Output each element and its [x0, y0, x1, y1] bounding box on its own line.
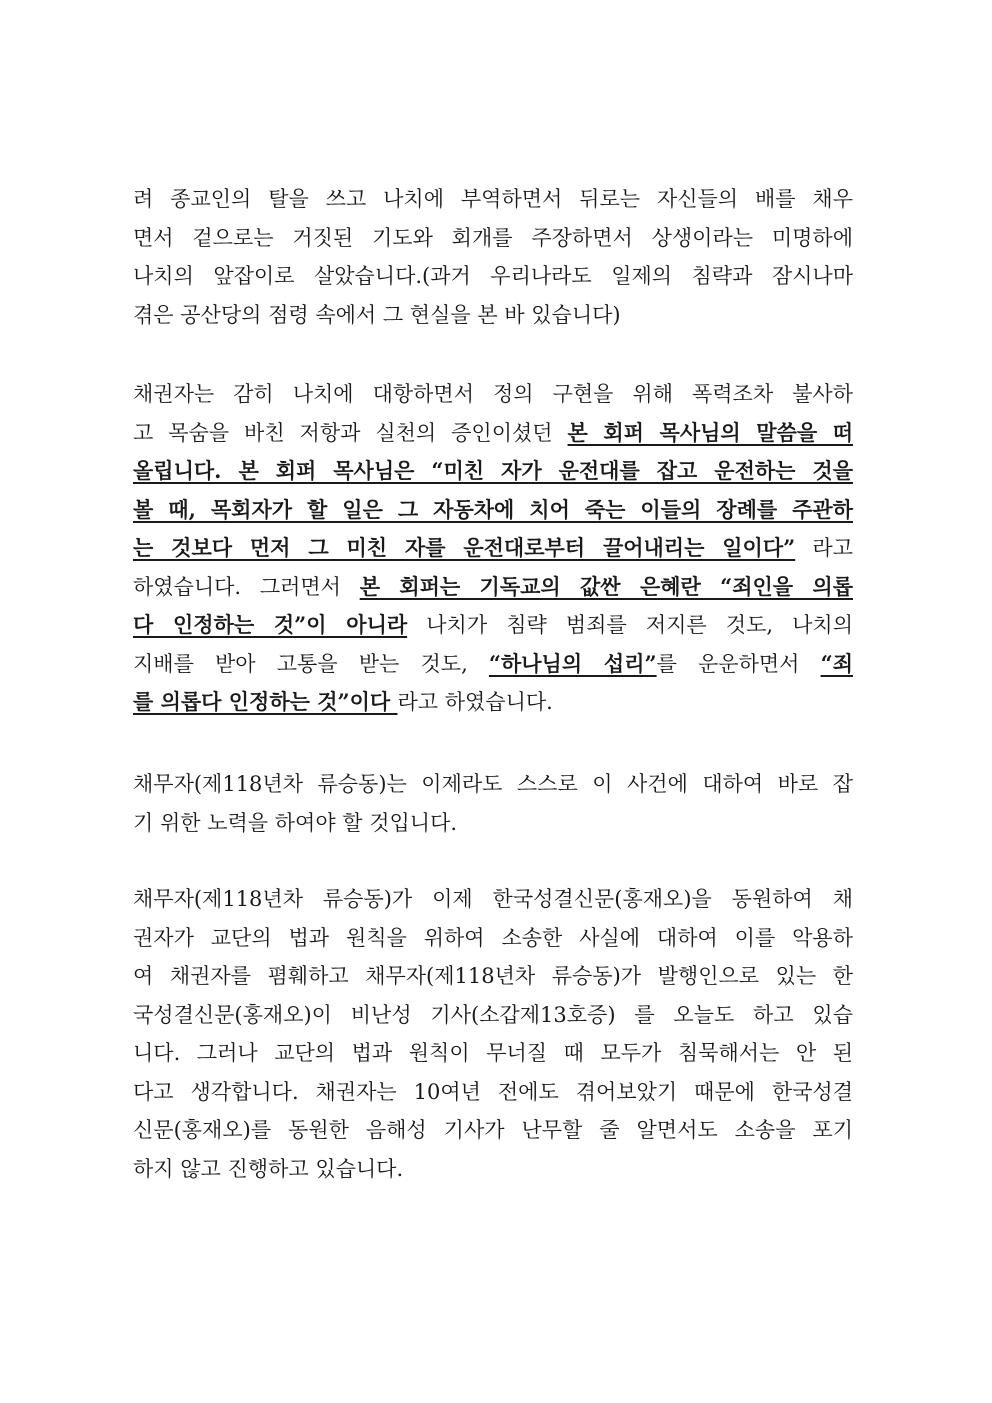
- emphasized-text: 다 인정하는 것”이 아니라: [133, 612, 408, 637]
- text-line: [133, 804, 853, 842]
- body-text: 채무자(제118년차 류승동)가 이제 한국성결신문(홍재오)을 동원하여 채: [133, 887, 853, 911]
- body-text: 여 채권자를 폄훼하고 채무자(제118년차 류승동)가 발행인으로 있는 한: [133, 964, 853, 988]
- text-line: [133, 606, 853, 644]
- body-text: 하지 않고 진행하고 있습니다.: [133, 1156, 404, 1181]
- body-text: 겪은 공산당의 점령 속에서 그 현실을 본 바 있습니다): [133, 302, 621, 327]
- body-text: 신문(홍재오)를 동원한 음해성 기사가 난무할 줄 알면서도 소송을 포기: [133, 1118, 853, 1142]
- body-text: 라고: [795, 536, 853, 560]
- emphasized-text: 본 회퍼는 기독교의 값싼 은혜란 “죄인을 의롭: [359, 573, 854, 599]
- emphasized-text: 는 것보다 먼저 그 미친 자를 운전대로부터 끌어내리는 일이다”: [133, 535, 796, 560]
- text-line: [133, 996, 853, 1034]
- text-line: [133, 491, 853, 529]
- body-text: 기 위한 노력을 하여야 할 것입니다.: [133, 810, 458, 835]
- text-line: [133, 375, 853, 413]
- body-text: 채무자(제118년차 류승동)는 이제라도 스스로 이 사건에 대하여 바로 잡: [133, 772, 853, 796]
- text-line: [133, 765, 853, 803]
- text-line: [133, 1073, 853, 1111]
- emphasized-text: 볼 때, 목회자가 할 일은 그 자동차에 치어 죽는 이들의 장례를 주관하: [133, 496, 853, 522]
- text-line: [133, 1111, 853, 1149]
- body-text: 를 운운하면서: [656, 651, 821, 676]
- text-line: [133, 880, 853, 918]
- body-text: 려 종교인의 탈을 쓰고 나치에 부역하면서 뒤로는 자신들의 배를 채우: [133, 187, 853, 211]
- text-line: [133, 529, 853, 567]
- text-line: [133, 683, 853, 721]
- text-line: [133, 568, 853, 606]
- body-text: 권자가 교단의 법과 원칙을 위하여 소송한 사실에 대하여 이를 악용하: [133, 925, 853, 950]
- body-text: 하였습니다. 그러면서: [133, 574, 360, 599]
- body-text: 국성결신문(홍재오)이 비난성 기사(소갑제13호증) 를 오늘도 하고 있습: [133, 1002, 853, 1027]
- text-line: [133, 257, 853, 295]
- text-line: [133, 957, 853, 995]
- body-text: 면서 겉으로는 거짓된 기도와 회개를 주장하면서 상생이라는 미명하에: [133, 225, 853, 250]
- emphasized-text: 본 회퍼 목사님의 말씀을 떠: [567, 419, 853, 445]
- text-line: [133, 296, 853, 334]
- body-text: 라고 하였습니다.: [397, 690, 553, 714]
- text-line: [133, 645, 853, 683]
- body-text: 고 목숨을 바친 저항과 실천의 증인이셨던: [133, 420, 568, 445]
- body-text: 나치의 앞잡이로 살았습니다.(과거 우리나라도 일제의 침략과 잠시나마: [133, 264, 853, 288]
- text-line: [133, 219, 853, 257]
- text-line: [133, 414, 853, 452]
- body-text: 지배를 받아 고통을 받는 것도,: [133, 651, 489, 676]
- text-line: [133, 452, 853, 490]
- body-text: 니다. 그러나 교단의 법과 원칙이 무너질 때 모두가 침묵해서는 안 된: [133, 1041, 853, 1065]
- emphasized-text: 를 의롭다 인정하는 것”이다: [133, 689, 398, 714]
- text-line: [133, 1034, 853, 1072]
- emphasized-text: 올립니다. 본 회퍼 목사님은 “미친 자가 운전대를 잡고 운전하는 것을: [133, 458, 853, 483]
- body-text: 나치가 침략 범죄를 저지른 것도, 나치의: [407, 613, 853, 637]
- body-text: 채권자는 감히 나치에 대항하면서 정의 구현을 위해 폭력조차 불사하: [133, 382, 853, 406]
- text-line: [133, 1150, 853, 1188]
- emphasized-text: “하나님의 섭리”: [488, 650, 657, 676]
- emphasized-text: “죄: [820, 650, 853, 676]
- text-line: [133, 919, 853, 957]
- body-text: 다고 생각합니다. 채권자는 10여년 전에도 겪어보았기 때문에 한국성결: [133, 1079, 853, 1104]
- text-line: [133, 180, 853, 218]
